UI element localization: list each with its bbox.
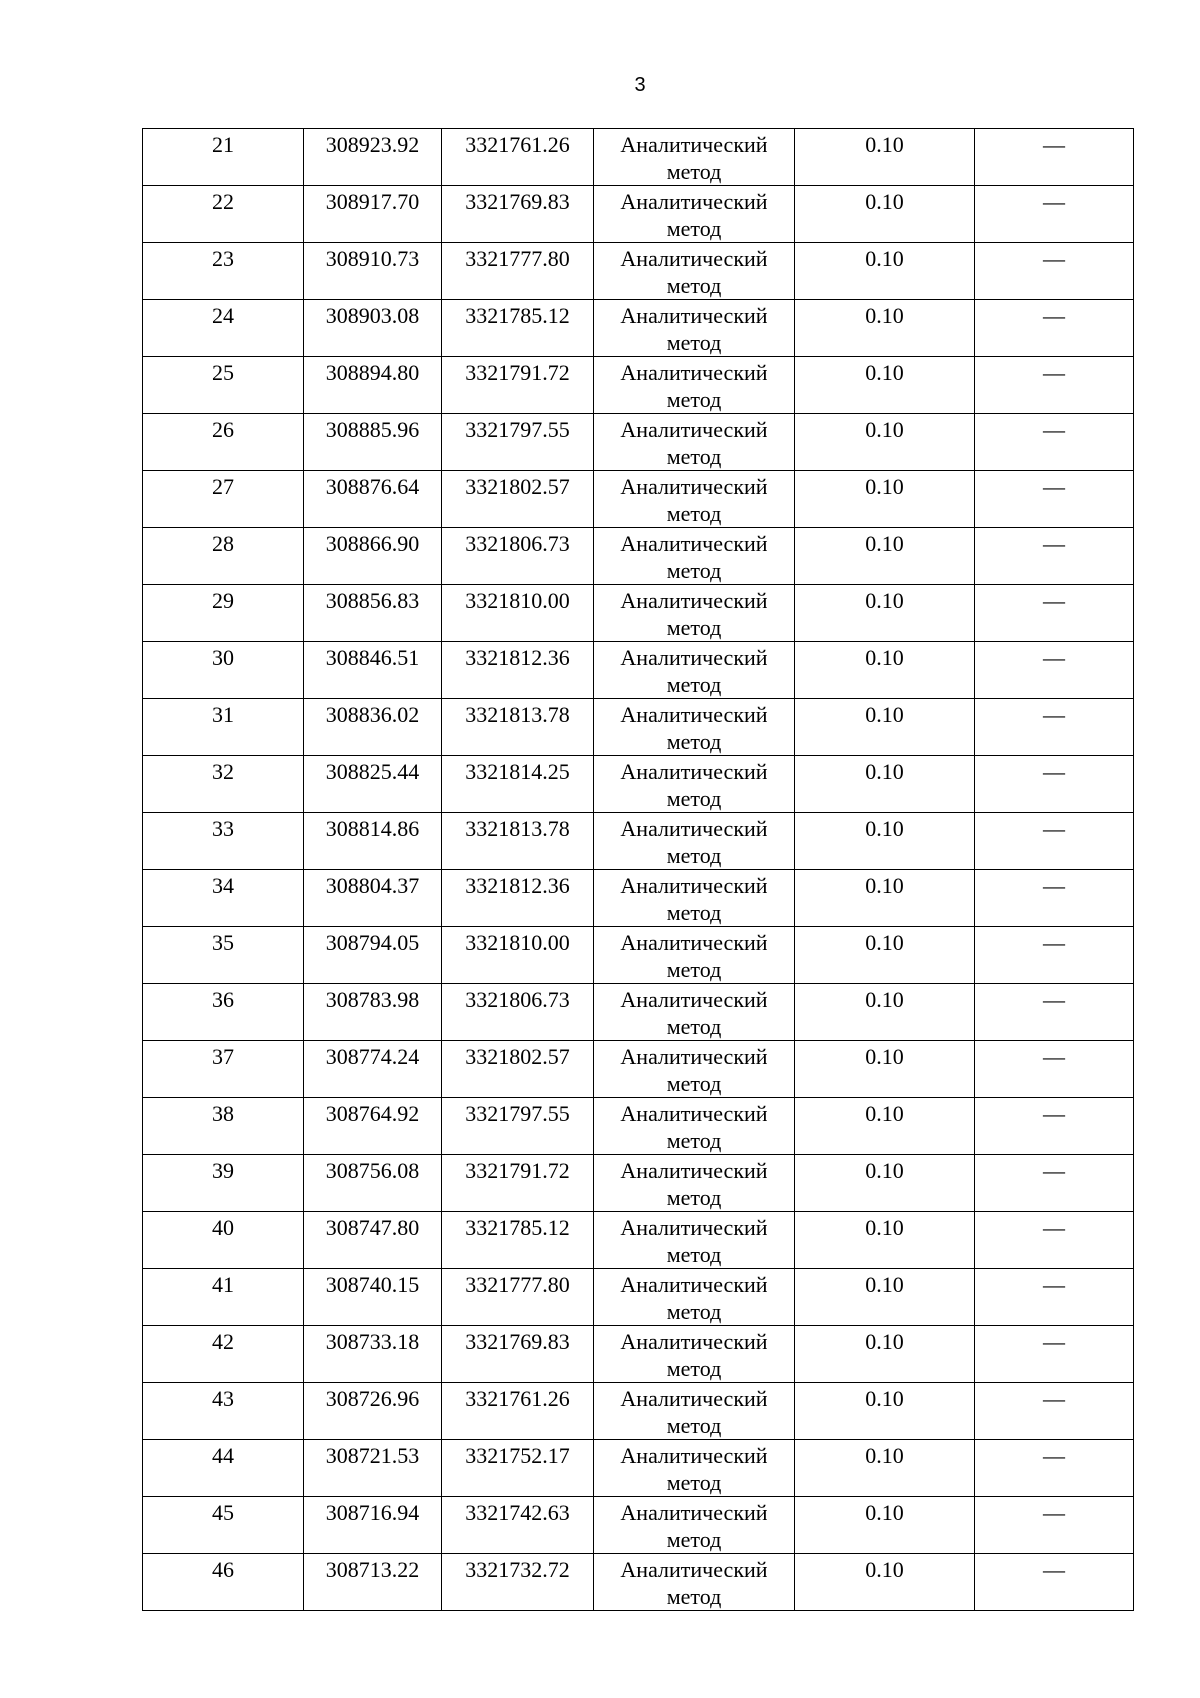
x-coordinate-cell: 308836.02: [304, 699, 442, 756]
accuracy-cell: 0.10: [795, 300, 975, 357]
method-line1: Аналитический: [620, 1158, 768, 1183]
point-number-cell: 23: [143, 243, 304, 300]
method-cell: [594, 1269, 795, 1326]
x-coordinate-cell: 308910.73: [304, 243, 442, 300]
accuracy-cell: 0.10: [795, 528, 975, 585]
method-line1: Аналитический: [620, 474, 768, 499]
method-line2: метод: [666, 672, 722, 697]
point-number-cell: 26: [143, 414, 304, 471]
note-cell: —: [975, 642, 1134, 699]
method-cell: [594, 129, 795, 186]
method-cell: [594, 471, 795, 528]
table-row: [143, 129, 1134, 186]
y-coordinate-cell: 3321742.63: [442, 1497, 594, 1554]
method-line2: метод: [666, 273, 722, 298]
method-line1: Аналитический: [620, 759, 768, 784]
y-coordinate-cell: 3321814.25: [442, 756, 594, 813]
method-line2: метод: [666, 1584, 722, 1609]
method-line1: Аналитический: [620, 1215, 768, 1240]
y-coordinate-cell: 3321806.73: [442, 528, 594, 585]
y-coordinate-cell: 3321761.26: [442, 1383, 594, 1440]
method-line1: Аналитический: [620, 873, 768, 898]
accuracy-cell: 0.10: [795, 870, 975, 927]
method-line1: Аналитический: [620, 246, 768, 271]
method-line1: Аналитический: [620, 1500, 768, 1525]
accuracy-cell: 0.10: [795, 1041, 975, 1098]
x-coordinate-cell: 308804.37: [304, 870, 442, 927]
table-row: [143, 1041, 1134, 1098]
method-line2: метод: [666, 1071, 722, 1096]
y-coordinate-cell: 3321791.72: [442, 1155, 594, 1212]
table-row: [143, 1212, 1134, 1269]
method-line1: Аналитический: [620, 189, 768, 214]
x-coordinate-cell: 308923.92: [304, 129, 442, 186]
method-line2: метод: [666, 501, 722, 526]
method-cell: [594, 357, 795, 414]
point-number-cell: 36: [143, 984, 304, 1041]
method-cell: [594, 414, 795, 471]
note-cell: —: [975, 243, 1134, 300]
table-row: [143, 1155, 1134, 1212]
y-coordinate-cell: 3321777.80: [442, 1269, 594, 1326]
y-coordinate-cell: 3321732.72: [442, 1554, 594, 1611]
point-number-cell: 45: [143, 1497, 304, 1554]
table-row: [143, 1098, 1134, 1155]
x-coordinate-cell: 308917.70: [304, 186, 442, 243]
point-number-cell: 40: [143, 1212, 304, 1269]
note-cell: —: [975, 528, 1134, 585]
accuracy-cell: 0.10: [795, 1098, 975, 1155]
accuracy-cell: 0.10: [795, 414, 975, 471]
x-coordinate-cell: 308756.08: [304, 1155, 442, 1212]
method-line2: метод: [666, 900, 722, 925]
accuracy-cell: 0.10: [795, 1269, 975, 1326]
y-coordinate-cell: 3321797.55: [442, 414, 594, 471]
note-cell: —: [975, 414, 1134, 471]
method-cell: [594, 642, 795, 699]
accuracy-cell: 0.10: [795, 186, 975, 243]
accuracy-cell: 0.10: [795, 1155, 975, 1212]
x-coordinate-cell: 308733.18: [304, 1326, 442, 1383]
method-line2: метод: [666, 957, 722, 982]
x-coordinate-cell: 308774.24: [304, 1041, 442, 1098]
accuracy-cell: 0.10: [795, 1212, 975, 1269]
method-cell: [594, 1497, 795, 1554]
method-line2: метод: [666, 786, 722, 811]
x-coordinate-cell: 308866.90: [304, 528, 442, 585]
point-number-cell: 46: [143, 1554, 304, 1611]
point-number-cell: 38: [143, 1098, 304, 1155]
note-cell: —: [975, 1497, 1134, 1554]
point-number-cell: 28: [143, 528, 304, 585]
point-number-cell: 32: [143, 756, 304, 813]
page-number: 3: [634, 74, 646, 96]
table-row: [143, 1269, 1134, 1326]
coordinates-table: [142, 128, 1134, 1611]
table-row: [143, 471, 1134, 528]
method-line1: Аналитический: [620, 417, 768, 442]
method-line2: метод: [666, 1356, 722, 1381]
table-row: [143, 984, 1134, 1041]
point-number-cell: 33: [143, 813, 304, 870]
y-coordinate-cell: 3321785.12: [442, 300, 594, 357]
x-coordinate-cell: 308825.44: [304, 756, 442, 813]
accuracy-cell: 0.10: [795, 357, 975, 414]
point-number-cell: 30: [143, 642, 304, 699]
note-cell: —: [975, 186, 1134, 243]
method-line2: метод: [666, 729, 722, 754]
accuracy-cell: 0.10: [795, 1440, 975, 1497]
method-cell: [594, 243, 795, 300]
note-cell: —: [975, 357, 1134, 414]
x-coordinate-cell: 308716.94: [304, 1497, 442, 1554]
accuracy-cell: 0.10: [795, 1326, 975, 1383]
table-row: [143, 927, 1134, 984]
method-cell: [594, 756, 795, 813]
y-coordinate-cell: 3321812.36: [442, 870, 594, 927]
method-line1: Аналитический: [620, 930, 768, 955]
point-number-cell: 43: [143, 1383, 304, 1440]
method-line2: метод: [666, 1185, 722, 1210]
method-cell: [594, 186, 795, 243]
table-row: [143, 642, 1134, 699]
x-coordinate-cell: 308846.51: [304, 642, 442, 699]
method-line2: метод: [666, 1242, 722, 1267]
table-row: [143, 585, 1134, 642]
x-coordinate-cell: 308783.98: [304, 984, 442, 1041]
method-line1: Аналитический: [620, 588, 768, 613]
x-coordinate-cell: 308713.22: [304, 1554, 442, 1611]
method-line2: метод: [666, 1128, 722, 1153]
method-line1: Аналитический: [620, 1557, 768, 1582]
accuracy-cell: 0.10: [795, 927, 975, 984]
note-cell: —: [975, 1155, 1134, 1212]
y-coordinate-cell: 3321813.78: [442, 813, 594, 870]
method-cell: [594, 1155, 795, 1212]
method-cell: [594, 585, 795, 642]
method-line1: Аналитический: [620, 303, 768, 328]
accuracy-cell: 0.10: [795, 129, 975, 186]
note-cell: —: [975, 1269, 1134, 1326]
method-line2: метод: [666, 1299, 722, 1324]
accuracy-cell: 0.10: [795, 585, 975, 642]
method-line1: Аналитический: [620, 702, 768, 727]
point-number-cell: 44: [143, 1440, 304, 1497]
table-row: [143, 1497, 1134, 1554]
note-cell: —: [975, 1383, 1134, 1440]
point-number-cell: 39: [143, 1155, 304, 1212]
method-line2: метод: [666, 1470, 722, 1495]
method-line2: метод: [666, 558, 722, 583]
method-cell: [594, 1041, 795, 1098]
x-coordinate-cell: 308856.83: [304, 585, 442, 642]
method-line2: метод: [666, 1413, 722, 1438]
method-line1: Аналитический: [620, 816, 768, 841]
x-coordinate-cell: 308747.80: [304, 1212, 442, 1269]
y-coordinate-cell: 3321810.00: [442, 927, 594, 984]
table-row: [143, 813, 1134, 870]
accuracy-cell: 0.10: [795, 1497, 975, 1554]
y-coordinate-cell: 3321777.80: [442, 243, 594, 300]
y-coordinate-cell: 3321791.72: [442, 357, 594, 414]
method-line1: Аналитический: [620, 987, 768, 1012]
note-cell: —: [975, 756, 1134, 813]
method-line1: Аналитический: [620, 132, 768, 157]
x-coordinate-cell: 308764.92: [304, 1098, 442, 1155]
point-number-cell: 31: [143, 699, 304, 756]
table-row: [143, 243, 1134, 300]
method-cell: [594, 528, 795, 585]
y-coordinate-cell: 3321812.36: [442, 642, 594, 699]
note-cell: —: [975, 1041, 1134, 1098]
method-cell: [594, 1098, 795, 1155]
table-row: [143, 1383, 1134, 1440]
y-coordinate-cell: 3321802.57: [442, 1041, 594, 1098]
point-number-cell: 25: [143, 357, 304, 414]
x-coordinate-cell: 308726.96: [304, 1383, 442, 1440]
method-line1: Аналитический: [620, 645, 768, 670]
accuracy-cell: 0.10: [795, 756, 975, 813]
method-cell: [594, 1383, 795, 1440]
method-cell: [594, 1440, 795, 1497]
method-line2: метод: [666, 444, 722, 469]
method-line2: метод: [666, 159, 722, 184]
table-row: [143, 1440, 1134, 1497]
method-cell: [594, 699, 795, 756]
x-coordinate-cell: 308814.86: [304, 813, 442, 870]
note-cell: —: [975, 870, 1134, 927]
note-cell: —: [975, 699, 1134, 756]
point-number-cell: 29: [143, 585, 304, 642]
point-number-cell: 22: [143, 186, 304, 243]
note-cell: —: [975, 1098, 1134, 1155]
table-row: [143, 528, 1134, 585]
method-cell: [594, 984, 795, 1041]
table-row: [143, 870, 1134, 927]
table-row: [143, 186, 1134, 243]
note-cell: —: [975, 984, 1134, 1041]
note-cell: —: [975, 300, 1134, 357]
table-row: [143, 1326, 1134, 1383]
method-line1: Аналитический: [620, 1272, 768, 1297]
accuracy-cell: 0.10: [795, 813, 975, 870]
coordinates-table-body: [143, 129, 1134, 1611]
y-coordinate-cell: 3321785.12: [442, 1212, 594, 1269]
method-line1: Аналитический: [620, 360, 768, 385]
x-coordinate-cell: 308794.05: [304, 927, 442, 984]
method-line1: Аналитический: [620, 1329, 768, 1354]
y-coordinate-cell: 3321806.73: [442, 984, 594, 1041]
note-cell: —: [975, 813, 1134, 870]
x-coordinate-cell: 308894.80: [304, 357, 442, 414]
point-number-cell: 24: [143, 300, 304, 357]
method-line2: метод: [666, 1527, 722, 1552]
table-row: [143, 699, 1134, 756]
table-row: [143, 300, 1134, 357]
note-cell: —: [975, 471, 1134, 528]
point-number-cell: 42: [143, 1326, 304, 1383]
table-row: [143, 357, 1134, 414]
accuracy-cell: 0.10: [795, 984, 975, 1041]
method-line2: метод: [666, 330, 722, 355]
method-line1: Аналитический: [620, 1044, 768, 1069]
x-coordinate-cell: 308740.15: [304, 1269, 442, 1326]
accuracy-cell: 0.10: [795, 1554, 975, 1611]
y-coordinate-cell: 3321802.57: [442, 471, 594, 528]
note-cell: —: [975, 927, 1134, 984]
method-cell: [594, 300, 795, 357]
method-line1: Аналитический: [620, 1386, 768, 1411]
y-coordinate-cell: 3321769.83: [442, 186, 594, 243]
method-line1: Аналитический: [620, 531, 768, 556]
method-line2: метод: [666, 387, 722, 412]
note-cell: —: [975, 129, 1134, 186]
method-line2: метод: [666, 1014, 722, 1039]
method-cell: [594, 1554, 795, 1611]
accuracy-cell: 0.10: [795, 243, 975, 300]
method-cell: [594, 1212, 795, 1269]
method-line2: метод: [666, 615, 722, 640]
point-number-cell: 21: [143, 129, 304, 186]
method-cell: [594, 813, 795, 870]
y-coordinate-cell: 3321752.17: [442, 1440, 594, 1497]
accuracy-cell: 0.10: [795, 1383, 975, 1440]
accuracy-cell: 0.10: [795, 642, 975, 699]
x-coordinate-cell: 308885.96: [304, 414, 442, 471]
y-coordinate-cell: 3321810.00: [442, 585, 594, 642]
point-number-cell: 35: [143, 927, 304, 984]
y-coordinate-cell: 3321813.78: [442, 699, 594, 756]
method-line1: Аналитический: [620, 1101, 768, 1126]
table-row: [143, 414, 1134, 471]
point-number-cell: 27: [143, 471, 304, 528]
point-number-cell: 34: [143, 870, 304, 927]
method-line2: метод: [666, 843, 722, 868]
y-coordinate-cell: 3321761.26: [442, 129, 594, 186]
note-cell: —: [975, 1440, 1134, 1497]
y-coordinate-cell: 3321769.83: [442, 1326, 594, 1383]
note-cell: —: [975, 1212, 1134, 1269]
method-line2: метод: [666, 216, 722, 241]
x-coordinate-cell: 308876.64: [304, 471, 442, 528]
y-coordinate-cell: 3321797.55: [442, 1098, 594, 1155]
note-cell: —: [975, 1554, 1134, 1611]
point-number-cell: 37: [143, 1041, 304, 1098]
method-cell: [594, 1326, 795, 1383]
note-cell: —: [975, 1326, 1134, 1383]
method-cell: [594, 870, 795, 927]
accuracy-cell: 0.10: [795, 699, 975, 756]
note-cell: —: [975, 585, 1134, 642]
method-cell: [594, 927, 795, 984]
table-row: [143, 756, 1134, 813]
table-row: [143, 1554, 1134, 1611]
accuracy-cell: 0.10: [795, 471, 975, 528]
point-number-cell: 41: [143, 1269, 304, 1326]
x-coordinate-cell: 308721.53: [304, 1440, 442, 1497]
method-line1: Аналитический: [620, 1443, 768, 1468]
x-coordinate-cell: 308903.08: [304, 300, 442, 357]
